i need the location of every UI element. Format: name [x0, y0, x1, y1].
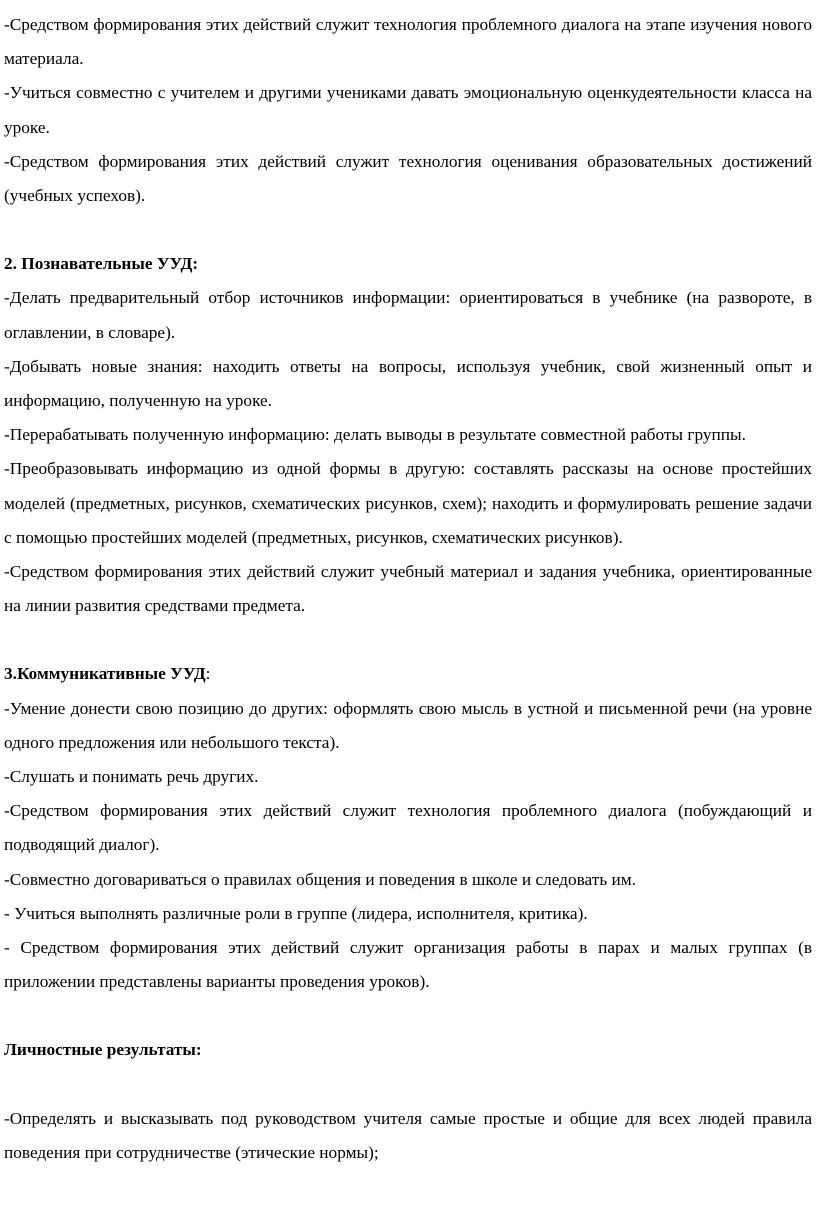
section-heading-cognitive: 2. Познавательные УУД: [4, 254, 199, 274]
paragraph: -Добывать новые знания: находить ответы на вопросы, используя учебник, свой жизненный опыт и информацию, полученную на уроке. [4, 356, 812, 411]
section-spacer [4, 213, 812, 247]
section-cognitive [4, 247, 812, 623]
paragraph: -Преобразовывать информацию из одной формы в другую: составлять рассказы на основе простейших моделей (предметных, рисунков, схематических рисунков, схем); находить и формулировать решение задачи с помощью простейших моделей (предметных, рисунков, схематических рисунков). [4, 459, 812, 547]
paragraph: -Совместно договариваться о правилах общения и поведения в школе и следовать им. [4, 869, 637, 889]
section-heading-communicative-text: 3.Коммуникативные УУД [4, 664, 206, 684]
section-spacer [4, 623, 812, 657]
document-page [4, 8, 812, 1170]
paragraph: -Средством формирования этих действий служит учебный материал и задания учебника, ориентированные на линии развития средствами предмета. [4, 562, 812, 616]
paragraph: -Делать предварительный отбор источников информации: ориентироваться в учебнике (на развороте, в оглавлении, в словаре). [4, 288, 812, 342]
section-spacer [4, 1068, 812, 1102]
section-communicative [4, 657, 812, 999]
paragraph: -Средством формирования этих действий служит технология проблемного диалога на этапе изучения нового материала. [4, 15, 812, 69]
section-heading-communicative [4, 657, 812, 691]
section-heading-personal: Личностные результаты: [4, 1040, 202, 1060]
section-spacer [4, 999, 812, 1033]
paragraph: -Учиться совместно с учителем и другими учениками давать эмоциональную оценкудеятельности класса на уроке. [4, 83, 812, 137]
paragraph: -Определять и высказывать под руководством учителя самые простые и общие для всех людей правила поведения при сотрудничестве (этические нормы); [4, 1108, 812, 1162]
paragraph: -Умение донести свою позицию до других: оформлять свою мысль в устной и письменной речи (на уровне одного предложения или небольшого текста). [4, 698, 812, 752]
paragraph: -Перерабатывать полученную информацию: делать выводы в результате совместной работы группы. [4, 425, 746, 445]
section-intro [4, 8, 812, 213]
paragraph: - Учиться выполнять различные роли в группе (лидера, исполнителя, критика). [4, 903, 588, 923]
paragraph: -Средством формирования этих действий служит технология оценивания образовательных достижений (учебных успехов). [4, 151, 812, 206]
paragraph: -Средством формирования этих действий служит технология проблемного диалога (побуждающий и подводящий диалог). [4, 801, 812, 855]
section-personal [4, 1033, 812, 1170]
paragraph: - Средством формирования этих действий служит организация работы в парах и малых группах (в приложении представлены варианты проведения уроков). [4, 938, 812, 992]
paragraph: -Слушать и понимать речь других. [4, 767, 259, 787]
section-heading-colon: : [205, 664, 211, 684]
